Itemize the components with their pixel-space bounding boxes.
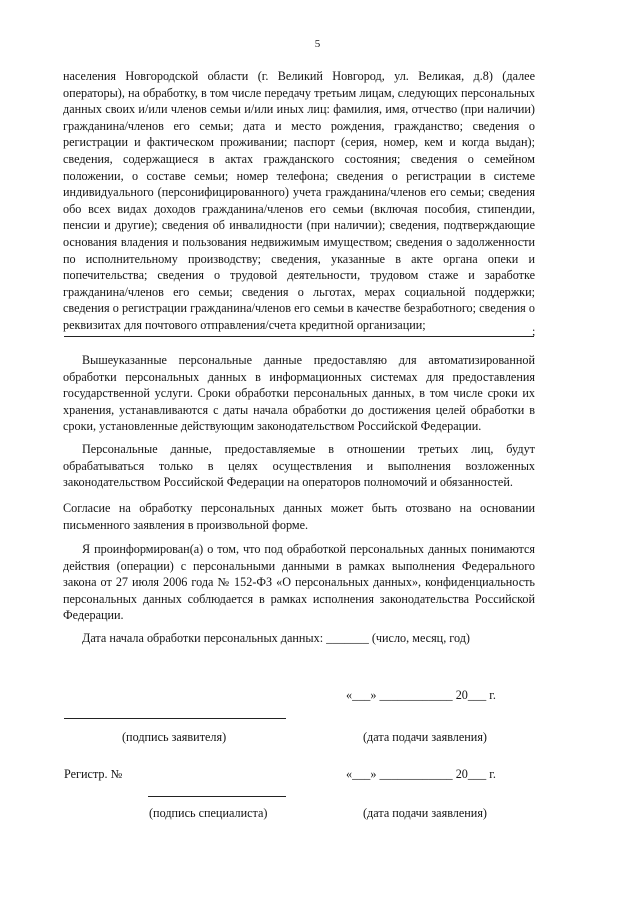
applicant-signature-caption: (подпись заявителя) [122, 730, 227, 744]
submission-date-caption-2: (дата подачи заявления) [363, 806, 487, 820]
blank-fill-line [64, 336, 534, 337]
specialist-signature-caption: (подпись специалиста) [149, 806, 268, 820]
applicant-signature-line [64, 718, 286, 719]
personal-data-list-paragraph: населения Новгородской области (г. Великий Новгород, ул. Великая, д.8) (далее операторы), на обработку, в том числе передачу третьим лицам, следующих персональных данных своих и/или членов семьи и/или иных лиц: фамилия, имя, отчество (при наличии) гражданина/членов его семьи; дата и место рождения, гражданство; сведения о регистрации и фактическом проживании; паспорт (серия, номер, кем и когда выдан); сведения, содержащиеся в актах гражданского состояния; сведения о семейном положении, о составе семьи; номер телефона; сведения о регистрации в системе индивидуального (персонифицированного) учета гражданина/членов его семьи; сведения обо всех видах доходов гражданина/членов его семьи (включая пособия, стипендии, пенсии и другие); сведения об инвалидности (при наличии); сведения, подтверждающие основания владения и пользования недвижимым имуществом; сведения о задолженности по исполнительному производству; сведения, указанные в акте органа опеки и попечительства; сведения о трудовой деятельности, трудовом стаже и заработке гражданина/членов его семьи; сведения о льготах, мерах социальной поддержки; сведения о регистрации гражданина/членов его семьи в качестве безработного; сведения о реквизитах для почтового отправления/счета кредитной организации; [63, 69, 535, 332]
information-notice-paragraph: Я проинформирован(а) о том, что под обработкой персональных данных понимаются действия (операции) с персональными данными в рамках выполнения Федерального закона от 27 июля 2006 года № 152-ФЗ «О персональных данных», конфиденциальность персональных данных соблюдается в рамках исполнения законодательства Российской Федерации. [63, 542, 535, 623]
date-fill-line-2: «___» ____________ 20___ г. [346, 767, 496, 781]
submission-date-caption-1: (дата подачи заявления) [363, 730, 487, 744]
date-fill-line-1: «___» ____________ 20___ г. [346, 688, 496, 702]
registration-number-label: Регистр. № [64, 767, 123, 781]
page-number: 5 [314, 38, 321, 50]
third-party-data-paragraph: Персональные данные, предоставляемые в отношении третьих лиц, будут обрабатываться только в целях осуществления и выполнения возложенных законодательством Российской Федерации на операторов полномочий и обязанностей. [63, 442, 535, 490]
specialist-signature-line [148, 796, 286, 797]
processing-purpose-paragraph: Вышеуказанные персональные данные предоставляю для автоматизированной обработки персональных данных в информационных системах для предоставления государственной услуги. Сроки обработки персональных данных, в том числе сроки их хранения, устанавливаются с даты начала обработки до достижения целей обработки в сроки, установленные действующим законодательством Российской Федерации. [63, 353, 535, 434]
processing-start-date-line: Дата начала обработки персональных данных: _______ (число, месяц, год) [82, 631, 470, 645]
blank-line-end-mark: ; [532, 324, 536, 338]
consent-revocation-paragraph: Согласие на обработку персональных данных может быть отозвано на основании письменного заявления в произвольной форме. [63, 501, 535, 532]
